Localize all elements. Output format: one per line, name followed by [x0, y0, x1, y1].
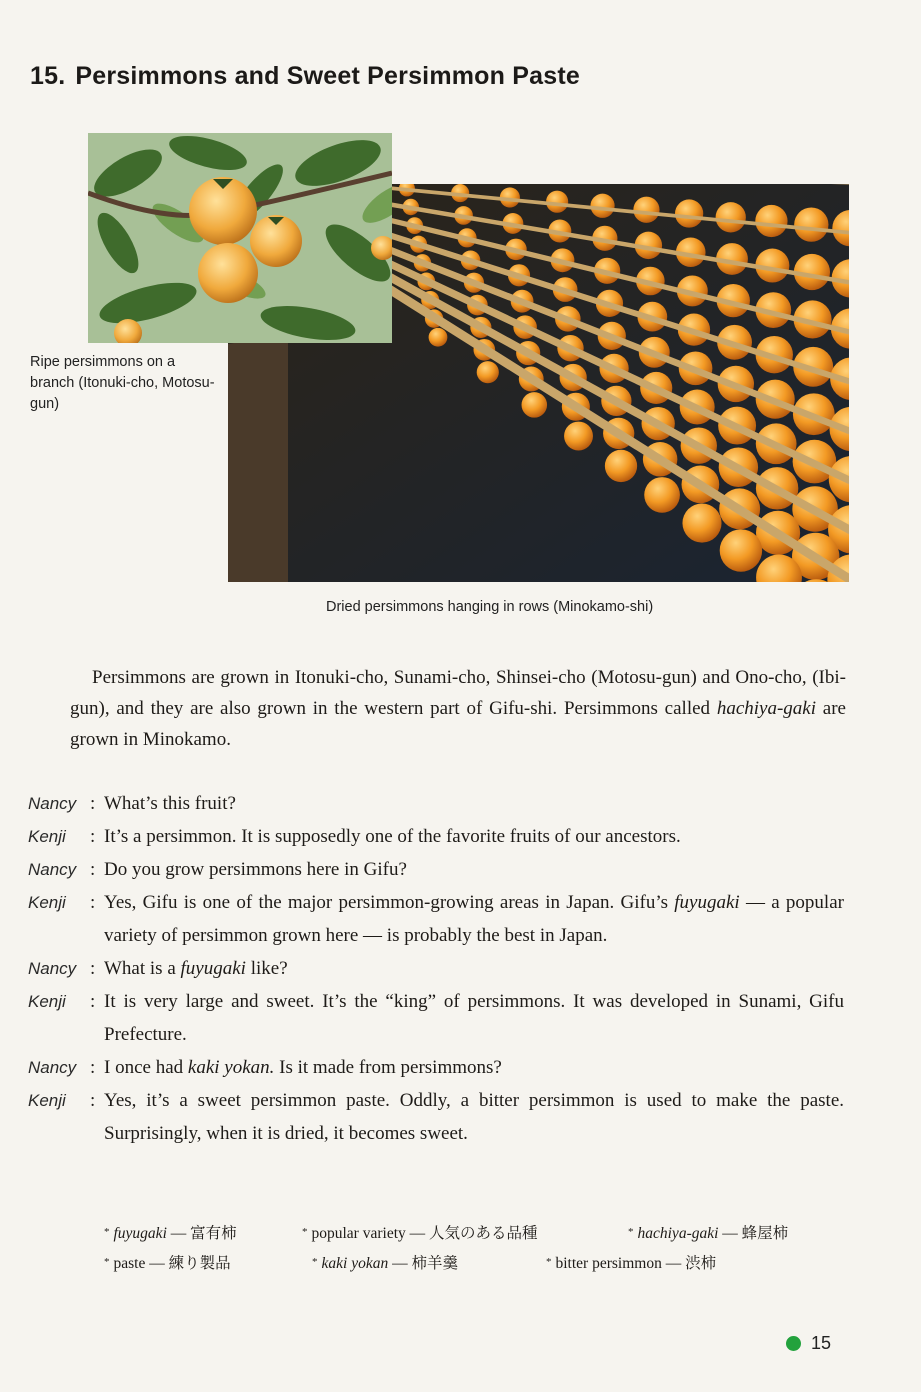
dried-persimmon [522, 392, 548, 418]
dialogue-line: Kenji : Yes, Gifu is one of the major persimmon-growing areas in Japan. Gifu’s fuyugaki — a popular variety of persimmon grown here — is probably the best in Japan. [28, 886, 844, 952]
dialogue-line: Nancy : What is a fuyugaki like? [28, 952, 844, 985]
speech-text: What’s this fruit? [104, 793, 236, 814]
vocab-note: * bitter persimmon — 渋柿 [546, 1255, 717, 1272]
page-title [30, 62, 580, 91]
speaker-name: Nancy [28, 1058, 77, 1077]
speech-text: It is very large and sweet. It’s the “king” of persimmons. It was developed in Sunami, Gifu Prefecture. [104, 991, 844, 1045]
branch-photo-caption: Ripe persimmons on a branch (Itonuki-cho, Motosu-gun) [30, 354, 215, 412]
dried-persimmon [633, 197, 659, 223]
speech-text: What is a fuyugaki like? [104, 958, 288, 979]
dialogue-line: Kenji : It’s a persimmon. It is supposedly one of the favorite fruits of our ancestors. [28, 820, 844, 853]
speaker-name: Kenji [28, 1091, 66, 1110]
dialogue-line: Nancy : Do you grow persimmons here in Gifu? [28, 853, 844, 886]
vocab-note: * paste — 練り製品 [104, 1255, 231, 1272]
dried-persimmon [720, 529, 762, 571]
speaker-name: Kenji [28, 992, 66, 1011]
dried-persimmon [477, 361, 499, 383]
page-number: 15 [811, 1333, 832, 1353]
vocabulary-notes [104, 1218, 844, 1278]
speech-text: Yes, it’s a sweet persimmon paste. Oddly, a bitter persimmon is used to make the paste. Surprisingly, when it is dried, it becomes sweet. [104, 1090, 844, 1144]
dried-persimmon [755, 205, 787, 237]
speech-text: Do you grow persimmons here in Gifu? [104, 859, 407, 880]
section-number: 15. [30, 62, 66, 90]
dialogue-line: Kenji : It is very large and sweet. It’s the “king” of persimmons. It was developed in Sunami, Gifu Prefecture. [28, 985, 844, 1051]
vocab-note: * popular variety — 人気のある品種 [302, 1225, 538, 1242]
branch-persimmons-photo [88, 133, 392, 343]
dried-persimmon [590, 194, 614, 218]
dried-persimmon [794, 207, 828, 241]
page-footer [786, 1333, 831, 1354]
dried-persimmon [716, 202, 746, 232]
notes-row [104, 1248, 844, 1278]
vocab-note: * hachiya-gaki — 蜂屋柿 [628, 1225, 789, 1242]
dried-persimmon [605, 450, 637, 482]
intro-term: hachiya-gaki [716, 698, 817, 719]
notes-row [104, 1218, 844, 1248]
dialogue-line: Nancy : I once had kaki yokan. Is it made from persimmons? [28, 1051, 844, 1084]
speech-text: It’s a persimmon. It is supposedly one of the favorite fruits of our ancestors. [104, 826, 681, 847]
speaker-name: Kenji [28, 893, 66, 912]
dried-photo-caption: Dried persimmons hanging in rows (Minokamo-shi) [326, 599, 654, 615]
dried-persimmon [429, 328, 448, 347]
dialogue-line: Kenji : Yes, it’s a sweet persimmon paste. Oddly, a bitter persimmon is used to make the paste. Surprisingly, when it is dried, it becomes sweet. [28, 1084, 844, 1150]
intro-text-2: are grown in Minokamo. [70, 698, 846, 750]
dialogue [28, 787, 844, 1150]
intro-paragraph [70, 662, 846, 755]
speaker-name: Nancy [28, 794, 77, 813]
dried-persimmon [675, 199, 703, 227]
dried-persimmon [644, 477, 680, 513]
speech-text: I once had kaki yokan. Is it made from persimmons? [104, 1057, 502, 1078]
speaker-name: Nancy [28, 959, 77, 978]
speaker-name: Kenji [28, 827, 66, 846]
vocab-note: * fuyugaki — 富有柿 [104, 1225, 237, 1242]
vocab-note: * kaki yokan — 柿羊羹 [312, 1255, 458, 1272]
intro-text-1: Persimmons are grown in Itonuki-cho, Sunami-cho, Shinsei-cho (Motosu-gun) and Ono-cho, (Ibi-gun), and they are also grown in the western part of Gifu-shi. Persimmons called [70, 667, 846, 719]
section-title: Persimmons and Sweet Persimmon Paste [75, 62, 580, 90]
dried-persimmon [682, 504, 721, 543]
dialogue-line: Nancy : What’s this fruit? [28, 787, 844, 820]
speaker-name: Nancy [28, 860, 77, 879]
speech-text: Yes, Gifu is one of the major persimmon-growing areas in Japan. Gifu’s fuyugaki — a popular variety of persimmon grown here — is probably the best in Japan. [104, 892, 844, 946]
dried-persimmon [564, 422, 593, 451]
page-dot-icon [786, 1336, 801, 1351]
